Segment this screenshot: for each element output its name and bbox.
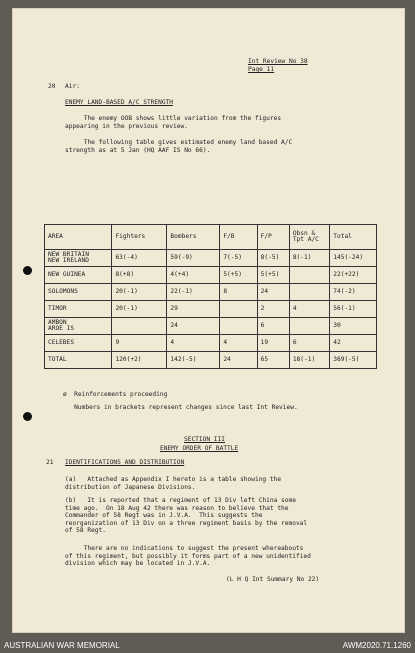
table-cell: 6 [257, 318, 289, 335]
table-row [45, 284, 377, 301]
table-cell: 8 [220, 284, 257, 301]
column-header: AREA [45, 225, 112, 250]
table-cell: 18(-1) [289, 352, 329, 369]
table-cell [112, 318, 167, 335]
table-cell: 59(-9) [167, 250, 220, 267]
table-cell: CELEBES [45, 335, 112, 352]
table-cell: 29 [167, 301, 220, 318]
table-cell: 19 [257, 335, 289, 352]
punch-hole [23, 266, 32, 275]
table-cell: 8(-5) [257, 250, 289, 267]
table-cell: 120(+2) [112, 352, 167, 369]
table-cell: TIMOR [45, 301, 112, 318]
table-cell: 24 [220, 352, 257, 369]
table-note: ø Reinforcements proceeding [63, 391, 168, 398]
section-number: 20 [48, 83, 56, 90]
paragraph: The enemy OOB shows little variation from the figures appearing in the previous review. [65, 115, 282, 130]
paragraph: (a) Attached as Appendix I hereto is a table showing the distribution of Japanese Divisions. [65, 476, 282, 491]
table-cell: 74(-2) [330, 284, 377, 301]
column-header: F/P [257, 225, 289, 250]
table-cell: 42 [330, 335, 377, 352]
section-subtitle: ENEMY LAND-BASED A/C STRENGTH [65, 99, 174, 106]
section-subheading: ENEMY ORDER OF BATTLE [160, 445, 239, 452]
table-row [45, 301, 377, 318]
table-note: Numbers in brackets represent changes since last Int Review. [63, 404, 298, 411]
page-number: Page 11 [248, 66, 275, 73]
table-row [45, 335, 377, 352]
table-cell: SOLOMONS [45, 284, 112, 301]
aircraft-strength-table [44, 224, 377, 369]
table-cell: 369(-5) [330, 352, 377, 369]
archive-reference: AWM2020.71.1260 [342, 641, 411, 650]
archive-name: AUSTRALIAN WAR MEMORIAL [4, 641, 120, 650]
section-number: 21 [46, 459, 54, 466]
table-cell: 145(-24) [330, 250, 377, 267]
table-cell: AMBON AROE IS [45, 318, 112, 335]
table-cell: NEW GUINEA [45, 267, 112, 284]
column-header: Fighters [112, 225, 167, 250]
table-cell: 63(-4) [112, 250, 167, 267]
table-header-row [45, 225, 377, 250]
column-header: Bombers [167, 225, 220, 250]
table-cell: 8(-1) [289, 250, 329, 267]
table-cell [289, 284, 329, 301]
section-heading: SECTION III [184, 436, 225, 443]
section-title: IDENTIFICATIONS AND DISTRIBUTION [65, 459, 185, 466]
table-cell: 8(+8) [112, 267, 167, 284]
table-cell: 56(-1) [330, 301, 377, 318]
paragraph: (b) It is reported that a regiment of 13 Div left China some time ago. On 18 Aug 42 there was reason to believe that the Commander of 58 Regt was in J.V.A. This suggests the reorganization of 13 Div on a three regiment basis by the removal of 58 Regt. [65, 497, 308, 535]
table-cell: 4 [289, 301, 329, 318]
table-cell: 24 [257, 284, 289, 301]
table-cell: 4 [220, 335, 257, 352]
table-cell [289, 267, 329, 284]
table-cell: 30 [330, 318, 377, 335]
table-row [45, 267, 377, 284]
table-cell: 5(+5) [257, 267, 289, 284]
paragraph: There are no indications to suggest the present whereabouts of this regiment, but possibly it forms part of a new unidentified division which may be located in J.V.A. [65, 545, 311, 568]
table-cell: 9 [112, 335, 167, 352]
table-cell: 20(-1) [112, 284, 167, 301]
footer-bar [0, 639, 415, 653]
source-reference: (L H Q Int Summary No 22) [226, 576, 320, 583]
column-header: Total [330, 225, 377, 250]
review-number: Int Review No 38 [248, 58, 308, 65]
table-cell: NEW BRITAIN NEW IRELAND [45, 250, 112, 267]
column-header: Obsn & Tpt A/C [289, 225, 329, 250]
table-cell: 4 [167, 335, 220, 352]
table-cell [289, 318, 329, 335]
table-row [45, 352, 377, 369]
column-header: F/B [220, 225, 257, 250]
table-cell: 142(-5) [167, 352, 220, 369]
table-cell: 65 [257, 352, 289, 369]
table-cell: 24 [167, 318, 220, 335]
table-cell: 22(+22) [330, 267, 377, 284]
table-cell: 6 [289, 335, 329, 352]
table-cell: 20(-1) [112, 301, 167, 318]
table-cell: TOTAL [45, 352, 112, 369]
table-cell: 5(+5) [220, 267, 257, 284]
table-cell [220, 318, 257, 335]
paragraph: The following table gives estimated enemy land based A/C strength as at 5 Jan (HQ AAF IS No 66). [65, 139, 293, 154]
table-cell: 7(-5) [220, 250, 257, 267]
table-row [45, 250, 377, 267]
table-cell: 4(+4) [167, 267, 220, 284]
table-cell: 22(-1) [167, 284, 220, 301]
table-cell: 2 [257, 301, 289, 318]
table-row [45, 318, 377, 335]
section-title: Air: [65, 83, 80, 90]
punch-hole [23, 412, 32, 421]
table-cell [220, 301, 257, 318]
